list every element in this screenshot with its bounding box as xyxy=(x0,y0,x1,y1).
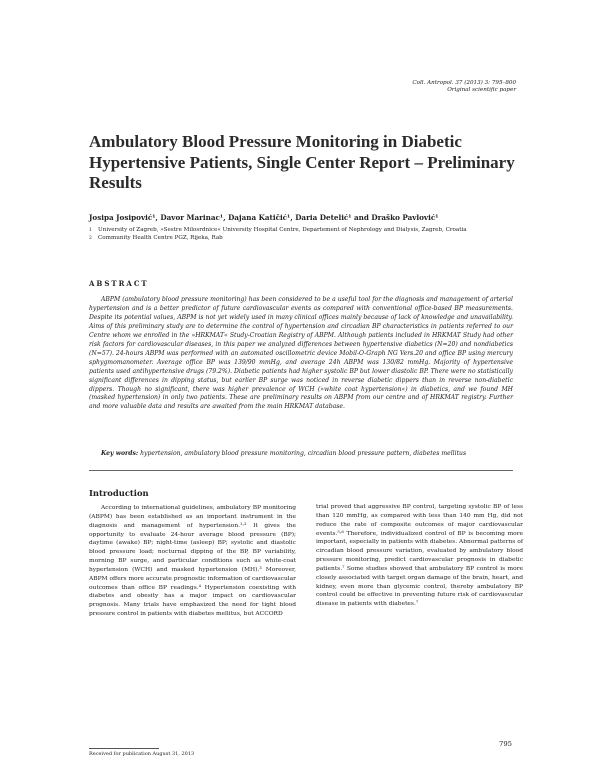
affiliation-2 xyxy=(89,235,519,242)
affiliation-text: University of Zagreb, »Sestre Milosrdnice« University Hospital Centre, Departement of Nephrology and Dialysis, Zagreb, Croatia xyxy=(98,227,467,233)
received-date-footnote: Received for publication August 31, 2013 xyxy=(89,751,195,757)
affiliation-1 xyxy=(89,227,519,234)
introduction-left-column: According to international guidelines, ambulatory BP monitoring (ABPM) has been established as an important instrument in the diagnosis and management of hypertension.¹˒² It gives the opportunity to evaluate 24-hour average blood pressure (BP); daytime (awake) BP; night-time (asleep) BP; systolic and diastolic blood pressure load; nocturnal dipping of the BP, BP variability, morning BP surge, and particular conditions such as white-coat hypertension (WCH) and masked hypertension (MH).³ Moreover, ABPM offers more accurate prognostic information of cardiovascular outcomes than office BP readings.⁴ Hypertension coexisting with diabetes and obesity has a major impact on cardiovascular prognosis. Many trials have emphasized the need for tight blood pressure control in patients with diabetes mellitus, but ACCORD xyxy=(89,505,296,618)
section-divider xyxy=(89,470,513,471)
abstract-text: ABPM (ambulatory blood pressure monitoring) has been considered to be a useful tool for the diagnosis and management of arterial hypertension and is a better predictor of future cardiovascular events as compared with conventional office-based BP measurements. Despite its potential values, ABPM is not yet widely used in many clinical offices mainly because of lack of knowledge and unavailability. Aims of this preliminary study are to determine the control of hypertension and circadian BP characteristics in patients referred to our Centre whom we enrolled in the »HRKMAT« Study-Croatian Registry of ABPM. Although patients included in HRKMAT Study had other risk factors for cardiovascular diseases, in this paper we analyzed differences between hypertensive diabetics (N=20) and nondiabetics (N=57). 24-hours ABPM was performed with an automated oscillometric device Mobil-O-Graph NG Vers.20 and office BP using mercury sphygmomanometer. Average office BP was 139/90 mmHg, and average 24h ABPM was 130/82 mmHg. Majority of hypertensive patients used antihypertensive drugs (79.2%). Diabetic patients had higher systolic BP but lower diastolic BP. There were no statistically significant differences in dipping status, but earlier BP surge was noticed in reverse diabetic dippers than in reverse non-diabetic dippers. Though no significant, there was higher prevalence of WCH (»white coat hypertension«) in diabetics, and we found MH (masked hypertension) in only two patients. These are preliminary results on ABPM from our centre and of HRKMAT registry. Further and more valuable data and results are awaited from the main HRKMAT database. xyxy=(89,296,513,411)
abstract-heading: ABSTRACT xyxy=(89,279,149,288)
keywords-label: Key words: xyxy=(101,450,139,457)
affiliation-number: 1 xyxy=(89,228,92,233)
article-title: Ambulatory Blood Pressure Monitoring in Diabetic Hypertensive Patients, Single Center Report – Preliminary Results xyxy=(89,132,515,192)
article-type: Original scientific paper xyxy=(447,87,516,94)
page-number: 795 xyxy=(499,740,512,748)
introduction-right-column: trial proved that aggressive BP control, targeting systolic BP of less than 120 mmHg, as compared with less than 140 mm Hg, did not reduce the rate of composite outcomes of major cardiovascular events.⁵˒⁶ Therefore, individualized control of BP is becoming more important, especially in patients with diabetes. Abnormal patterns of circadian blood pressure variation, evaluated by ambulatory blood pressure monitoring, predict cardiovascular prognosis in diabetic patients.⁷ Some studies showed that ambulatory BP control is more closely associated with target organ damage of the brain, heart, and kidney, even more than glycemic control, thereby ambulatory BP control could be effective in preventing future risk of cardiovascular disease in patients with diabetes.⁷ xyxy=(316,504,523,608)
journal-citation: Coll. Antropol. 37 (2013) 3: 795–800 xyxy=(412,80,516,86)
author-list: Josipa Josipović¹, Davor Marinac¹, Dajana Katičić¹, Daria Detelić¹ and Draško Pavlović¹ xyxy=(89,213,439,222)
keywords xyxy=(89,450,513,459)
footnote-divider xyxy=(89,748,159,749)
affiliation-number: 2 xyxy=(89,236,92,242)
affiliations xyxy=(89,227,519,244)
introduction-heading: Introduction xyxy=(89,488,149,498)
keywords-text: hypertension, ambulatory blood pressure monitoring, circadian blood pressure pattern, diabetes mellitus xyxy=(138,450,467,457)
affiliation-text: Community Health Centre PGZ, Rijeka, Rab xyxy=(98,235,223,242)
journal-reference xyxy=(412,80,516,95)
